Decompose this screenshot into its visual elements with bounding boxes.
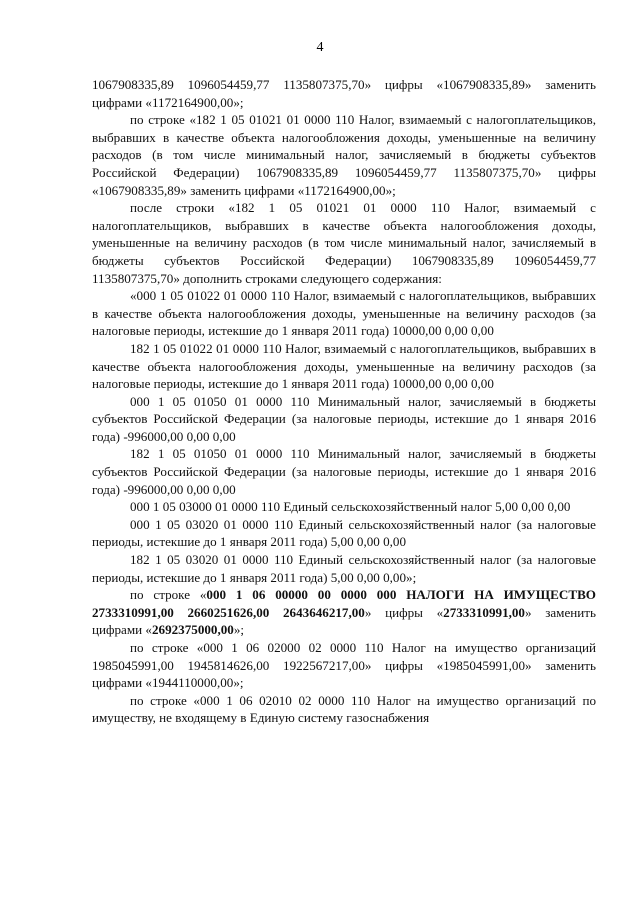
text-segment: после строки «182 1 05 01021 01 0000 110 Налог, взимаемый с налогоплательщиков, выбравших в качестве объекта налогообложения доходы, уменьшенные на величину расходов (в том числе минимальный налог, зачисляемый в бюджеты субъектов Российской Федерации) 1067908335,89 1096054459,77 1135807375,70» дополнить строками следующего содержания: [92,200,596,286]
text-segment: 000 1 05 01050 01 0000 110 Минимальный налог, зачисляемый в бюджеты субъектов Российской Федерации (за налоговые периоды, истекшие до 1 января 2016 года) -996000,00 0,00 0,00 [92,393,596,444]
text-segment: по строке «000 1 06 02000 02 0000 110 Налог на имущество организаций 1985045991,00 1945814626,00 1922567217,00» цифры «1985045991,00» заменить цифрами «1944110000,00»; [92,640,596,691]
paragraph-p3 [92,199,596,287]
paragraph-p6 [92,393,596,446]
page-number: 4 [316,40,324,55]
paragraph-p12 [92,639,596,692]
text-segment: » цифры « [364,604,444,620]
text-segment: 1067908335,89 1096054459,77 1135807375,70» цифры «1067908335,89» заменить цифрами «1172164900,00»; [92,77,596,110]
text-segment: «000 1 05 01022 01 0000 110 Налог, взимаемый с налогоплательщиков, выбравших в качестве объекта налогообложения доходы, уменьшенные на величину расходов (за налоговые периоды, истекшие до 1 января 2011 года) 10000,00 0,00 0,00 [92,288,596,339]
text-segment: 182 1 05 03020 01 0000 110 Единый сельскохозяйственный налог (за налоговые периоды, истекшие до 1 января 2011 года) 5,00 0,00 0,00»; [92,552,596,585]
text-segment: »; [233,622,245,638]
paragraph-p7 [92,445,596,498]
paragraph-p13 [92,692,596,727]
paragraph-p2 [92,111,596,199]
paragraph-p8 [92,498,596,516]
text-segment: по строке «182 1 05 01021 01 0000 110 Налог, взимаемый с налогоплательщиков, выбравших в качестве объекта налогообложения доходы, уменьшенные на величину расходов (в том числе минимальный налог, зачисляемый в бюджеты субъектов Российской Федерации) 1067908335,89 1096054459,77 1135807375,70» цифры «1067908335,89» заменить цифрами «1172164900,00»; [92,112,596,198]
bold-text-segment: 000 1 06 00000 00 0000 000 НАЛОГИ НА ИМУЩЕСТВО 2733310991,00 2660251626,00 2643646217,00 [92,587,596,620]
text-segment: 182 1 05 01022 01 0000 110 Налог, взимаемый с налогоплательщиков, выбравших в качестве объекта налогообложения доходы, уменьшенные на величину расходов (за налоговые периоды, истекшие до 1 января 2011 года) 10000,00 0,00 0,00 [92,340,596,392]
paragraph-p1 [92,76,596,111]
paragraph-p5 [92,340,596,393]
bold-text-segment: 2692375000,00 [151,622,234,638]
text-segment: по строке «000 1 06 02010 02 0000 110 Налог на имущество организаций по имуществу, не входящему в Единую систему газоснабжения [92,692,596,726]
paragraph-p10 [92,551,596,586]
paragraph-p9 [92,516,596,551]
text-segment: 182 1 05 01050 01 0000 110 Минимальный налог, зачисляемый в бюджеты субъектов Российской Федерации (за налоговые периоды, истекшие до 1 января 2016 года) -996000,00 0,00 0,00 [92,446,596,497]
text-segment: 000 1 05 03000 01 0000 110 Единый сельскохозяйственный налог 5,00 0,00 0,00 [130,499,571,515]
text-segment: 000 1 05 03020 01 0000 110 Единый сельскохозяйственный налог (за налоговые периоды, истекшие до 1 января 2011 года) 5,00 0,00 0,00 [92,516,596,550]
text-segment: » заменить цифрами « [92,604,596,638]
paragraph-p11 [92,586,596,639]
document-body [92,76,596,727]
text-segment: по строке « [130,587,207,603]
paragraph-p4 [92,287,596,340]
bold-text-segment: 2733310991,00 [443,604,525,620]
